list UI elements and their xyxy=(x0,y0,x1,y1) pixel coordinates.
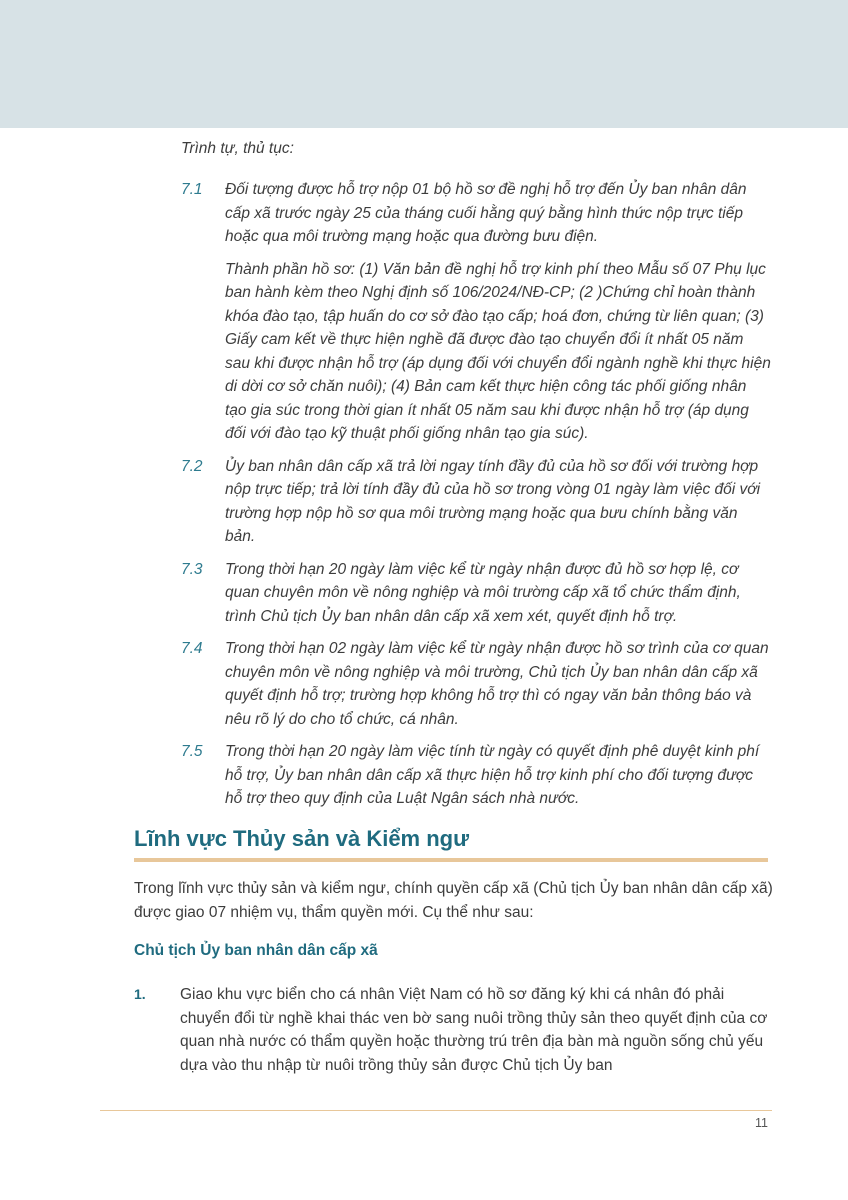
step-body xyxy=(225,558,771,629)
step-text: Trong thời hạn 20 ngày làm việc kể từ ngày nhận được đủ hồ sơ hợp lệ, cơ quan chuyên môn về nông nghiệp và môi trường cấp xã tổ chức thẩm định, trình Chủ tịch Ủy ban nhân dân cấp xã xem xét, quyết định hỗ trợ. xyxy=(225,560,741,625)
step-body xyxy=(225,178,771,446)
procedure-steps xyxy=(181,178,771,820)
step-body xyxy=(225,455,771,549)
list-item xyxy=(134,983,774,1077)
section-subheading: Chủ tịch Ủy ban nhân dân cấp xã xyxy=(134,942,378,959)
step-number: 7.1 xyxy=(181,181,203,198)
step-body xyxy=(225,637,771,731)
section-intro: Trong lĩnh vực thủy sản và kiểm ngư, chính quyền cấp xã (Chủ tịch Ủy ban nhân dân cấp xã) được giao 07 nhiệm vụ, thẩm quyền mới. Cụ thể như sau: xyxy=(134,880,773,921)
step-body xyxy=(225,740,771,811)
section-title: Lĩnh vực Thủy sản và Kiểm ngư xyxy=(134,826,768,862)
step-text: Đối tượng được hỗ trợ nộp 01 bộ hồ sơ đề nghị hỗ trợ đến Ủy ban nhân dân cấp xã trước ngày 25 của tháng cuối hằng quý bằng hình thức nộp trực tiếp hoặc qua môi trường mạng hoặc qua đường bưu điện. xyxy=(225,181,747,245)
step-number: 7.5 xyxy=(181,743,203,760)
item-text: Giao khu vực biển cho cá nhân Việt Nam có hồ sơ đăng ký khi cá nhân đó phải chuyển đổi từ nghề khai thác ven bờ sang nuôi trồng thủy sản theo quyết định của cơ quan nhà nước có thẩm quyền hoặc thường trú trên địa bàn mà nguồn sống chủ yếu dựa vào thu nhập từ nuôi trồng thủy sản được Chủ tịch Ủy ban xyxy=(180,986,768,1074)
step-7-3 xyxy=(181,558,771,629)
step-documents-text: Thành phần hồ sơ: (1) Văn bản đề nghị hỗ trợ kinh phí theo Mẫu số 07 Phụ lục ban hành kèm theo Nghị định số 106/2024/NĐ-CP; (2 )Chứng chỉ hoàn thành khóa đào tạo, tập huấn do cơ sở đào tạo cấp; hoá đơn, chứng từ liên quan; (3) Giấy cam kết về thực hiện nghề đã được đào tạo chuyển đổi ít nhất 05 năm sau khi được nhận hỗ trợ (áp dụng đối với chuyển đổi ngành nghề khi thực hiện di dời cơ sở chăn nuôi); (4) Bản cam kết thực hiện công tác phối giống nhân tạo gia súc trong thời gian ít nhất 05 năm sau khi được nhận hỗ trợ (áp dụng đối với đào tạo kỹ thuật phối giống nhân tạo gia súc). xyxy=(225,260,771,442)
header-band xyxy=(0,0,848,128)
step-number: 7.4 xyxy=(181,640,203,657)
step-7-5 xyxy=(181,740,771,811)
step-text: Ủy ban nhân dân cấp xã trả lời ngay tính đầy đủ của hồ sơ đối với trường hợp nộp trực tiếp; trả lời tính đầy đủ của hồ sơ trong vòng 01 ngày làm việc đối với trường hợp nộp hồ sơ qua môi trường mạng hoặc qua bưu chính bằng văn bản. xyxy=(225,457,761,545)
page-number: 11 xyxy=(755,1116,768,1130)
step-7-4 xyxy=(181,637,771,731)
step-number: 7.3 xyxy=(181,560,203,578)
step-text: Trong thời hạn 02 ngày làm việc kể từ ngày nhận được hồ sơ trình của cơ quan chuyên môn về nông nghiệp và môi trường, Chủ tịch Ủy ban nhân dân cấp xã quyết định hỗ trợ; trường hợp không hỗ trợ thì có ngay văn bản thông báo và nêu rõ lý do cho tổ chức, cá nhân. xyxy=(225,640,769,728)
procedure-label: Trình tự, thủ tục: xyxy=(181,140,294,157)
step-7-1 xyxy=(181,178,771,446)
step-7-2 xyxy=(181,455,771,549)
step-number: 7.2 xyxy=(181,457,203,475)
footer-divider xyxy=(100,1110,772,1111)
step-text: Trong thời hạn 20 ngày làm việc tính từ ngày có quyết định phê duyệt kinh phí hỗ trợ, Ủy ban nhân dân cấp xã thực hiện hỗ trợ kinh phí cho đối tượng được hỗ trợ theo quy định của Luật Ngân sách nhà nước. xyxy=(225,743,760,807)
item-number: 1. xyxy=(134,986,146,1002)
